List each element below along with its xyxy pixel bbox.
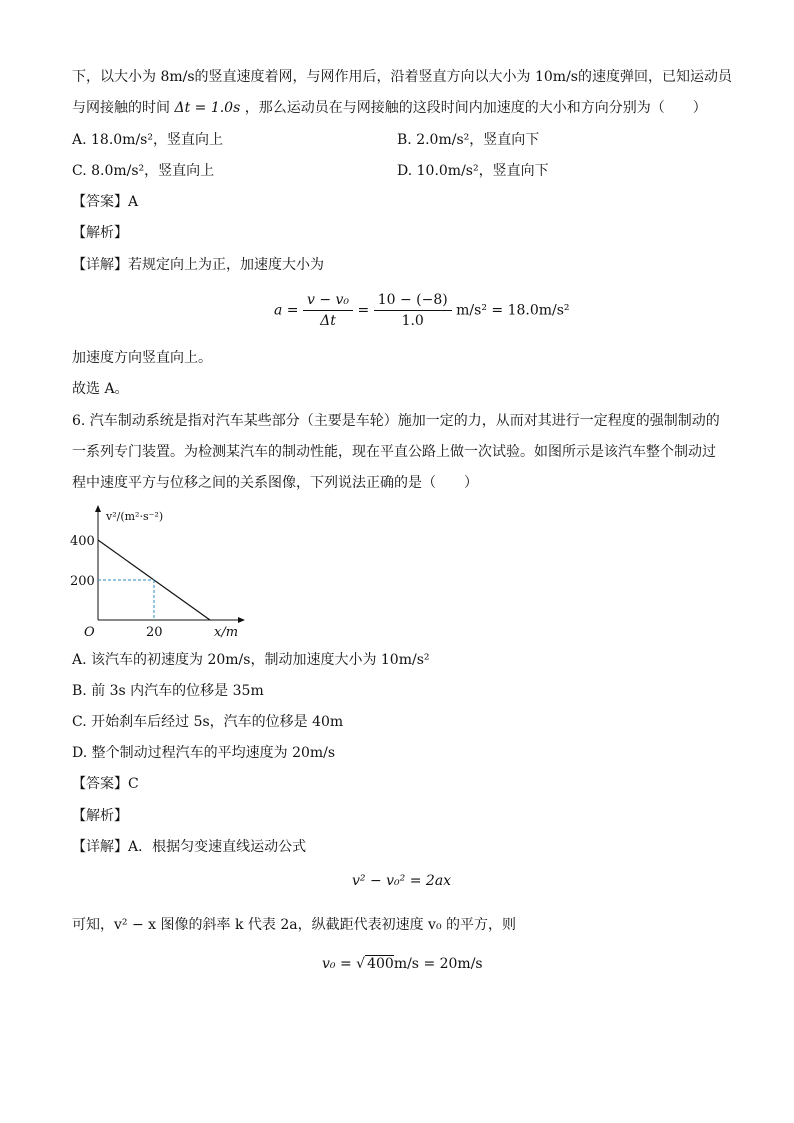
q5-formula-frac1-denominator: Δt — [320, 313, 336, 329]
q6-option-d: D. 整个制动过程汽车的平均速度为 20m/s — [72, 745, 336, 761]
x-axis-arrow — [238, 617, 245, 623]
q5-formula — [274, 290, 570, 331]
q5-formula-rhs: m/s² = 18.0m/s² — [456, 302, 570, 319]
q5-analysis-heading: 【解析】 — [72, 225, 128, 241]
x-tick-20: 20 — [146, 625, 163, 640]
q6-formula2-radicand: 400 — [367, 956, 394, 972]
q5-formula-frac2-denominator: 1.0 — [401, 313, 424, 329]
q5-option-b: B. 2.0m/s²，竖直向下 — [397, 132, 540, 148]
q5-stem-line1: 下，以大小为 8m/s的竖直速度着网，与网作用后，沿着竖直方向以大小为 10m/s的速度弹回，已知运动员 — [72, 69, 732, 85]
q6-stem-line2: 一系列专门装置。为检测某汽车的制动性能，现在平直公路上做一次试验。如图所示是该汽车整个制动过 — [72, 444, 716, 460]
q6-explain: 可知，v² − x 图像的斜率 k 代表 2a，纵截距代表初速度 v₀ 的平方，则 — [72, 917, 517, 933]
q6-option-c: C. 开始刹车后经过 5s，汽车的位移是 40m — [72, 714, 344, 730]
q5-stem-line2 — [72, 98, 707, 118]
q5-formula-fraction-1 — [303, 290, 353, 331]
q6-answer: 【答案】C — [72, 776, 139, 792]
y-tick-200: 200 — [70, 574, 95, 589]
q5-detail: 【详解】若规定向上为正，加速度大小为 — [72, 257, 324, 273]
q6-formula-1: v² − v₀² = 2ax — [352, 873, 452, 889]
y-tick-400: 400 — [70, 534, 95, 549]
q6-formula2-rhs: m/s = 20m/s — [393, 956, 483, 972]
q6-analysis-heading: 【解析】 — [72, 808, 128, 824]
q5-answer: 【答案】A — [72, 194, 139, 210]
v2-x-chart — [62, 502, 262, 642]
q5-formula-lhs: a = — [274, 302, 299, 319]
q5-formula-frac2-numerator: 10 − (−8) — [374, 290, 452, 311]
q6-formula-2 — [322, 956, 483, 972]
q5-option-c: C. 8.0m/s²，竖直向上 — [72, 163, 215, 179]
q5-option-d: D. 10.0m/s²，竖直向下 — [397, 163, 549, 179]
y-axis-label: v²/(m²·s⁻²) — [106, 510, 164, 523]
q5-option-a: A. 18.0m/s²，竖直向上 — [72, 132, 223, 148]
q6-stem-line1: 6. 汽车制动系统是指对汽车某些部分（主要是车轮）施加一定的力，从而对其进行一定程度的强制制动的 — [72, 413, 720, 429]
q5-delta-t: Δt = 1.0s — [174, 100, 241, 116]
origin-label: O — [84, 625, 95, 640]
q6-option-a: A. 该汽车的初速度为 20m/s，制动加速度大小为 10m/s² — [72, 652, 430, 668]
y-axis-arrow — [95, 505, 101, 512]
q6-detail: 【详解】A．根据匀变速直线运动公式 — [72, 839, 307, 855]
q5-choose: 故选 A。 — [72, 381, 129, 397]
q5-conclusion: 加速度方向竖直向上。 — [72, 350, 212, 366]
q6-formula2-lhs: v₀ = √ — [322, 956, 366, 972]
x-axis-label: x/m — [214, 625, 239, 640]
q5-formula-fraction-2 — [374, 290, 452, 331]
q6-option-b: B. 前 3s 内汽车的位移是 35m — [72, 683, 264, 699]
q5-formula-equals: = — [357, 302, 370, 319]
q5-stem-line2-text-b: ，那么运动员在与网接触的这段时间内加速度的大小和方向分别为（ ） — [244, 100, 707, 116]
q5-stem-line2-text-a: 与网接触的时间 — [72, 100, 170, 116]
q5-formula-frac1-numerator: v − v₀ — [303, 290, 353, 311]
q6-stem-line3: 程中速度平方与位移之间的关系图像，下列说法正确的是（ ） — [72, 475, 478, 491]
